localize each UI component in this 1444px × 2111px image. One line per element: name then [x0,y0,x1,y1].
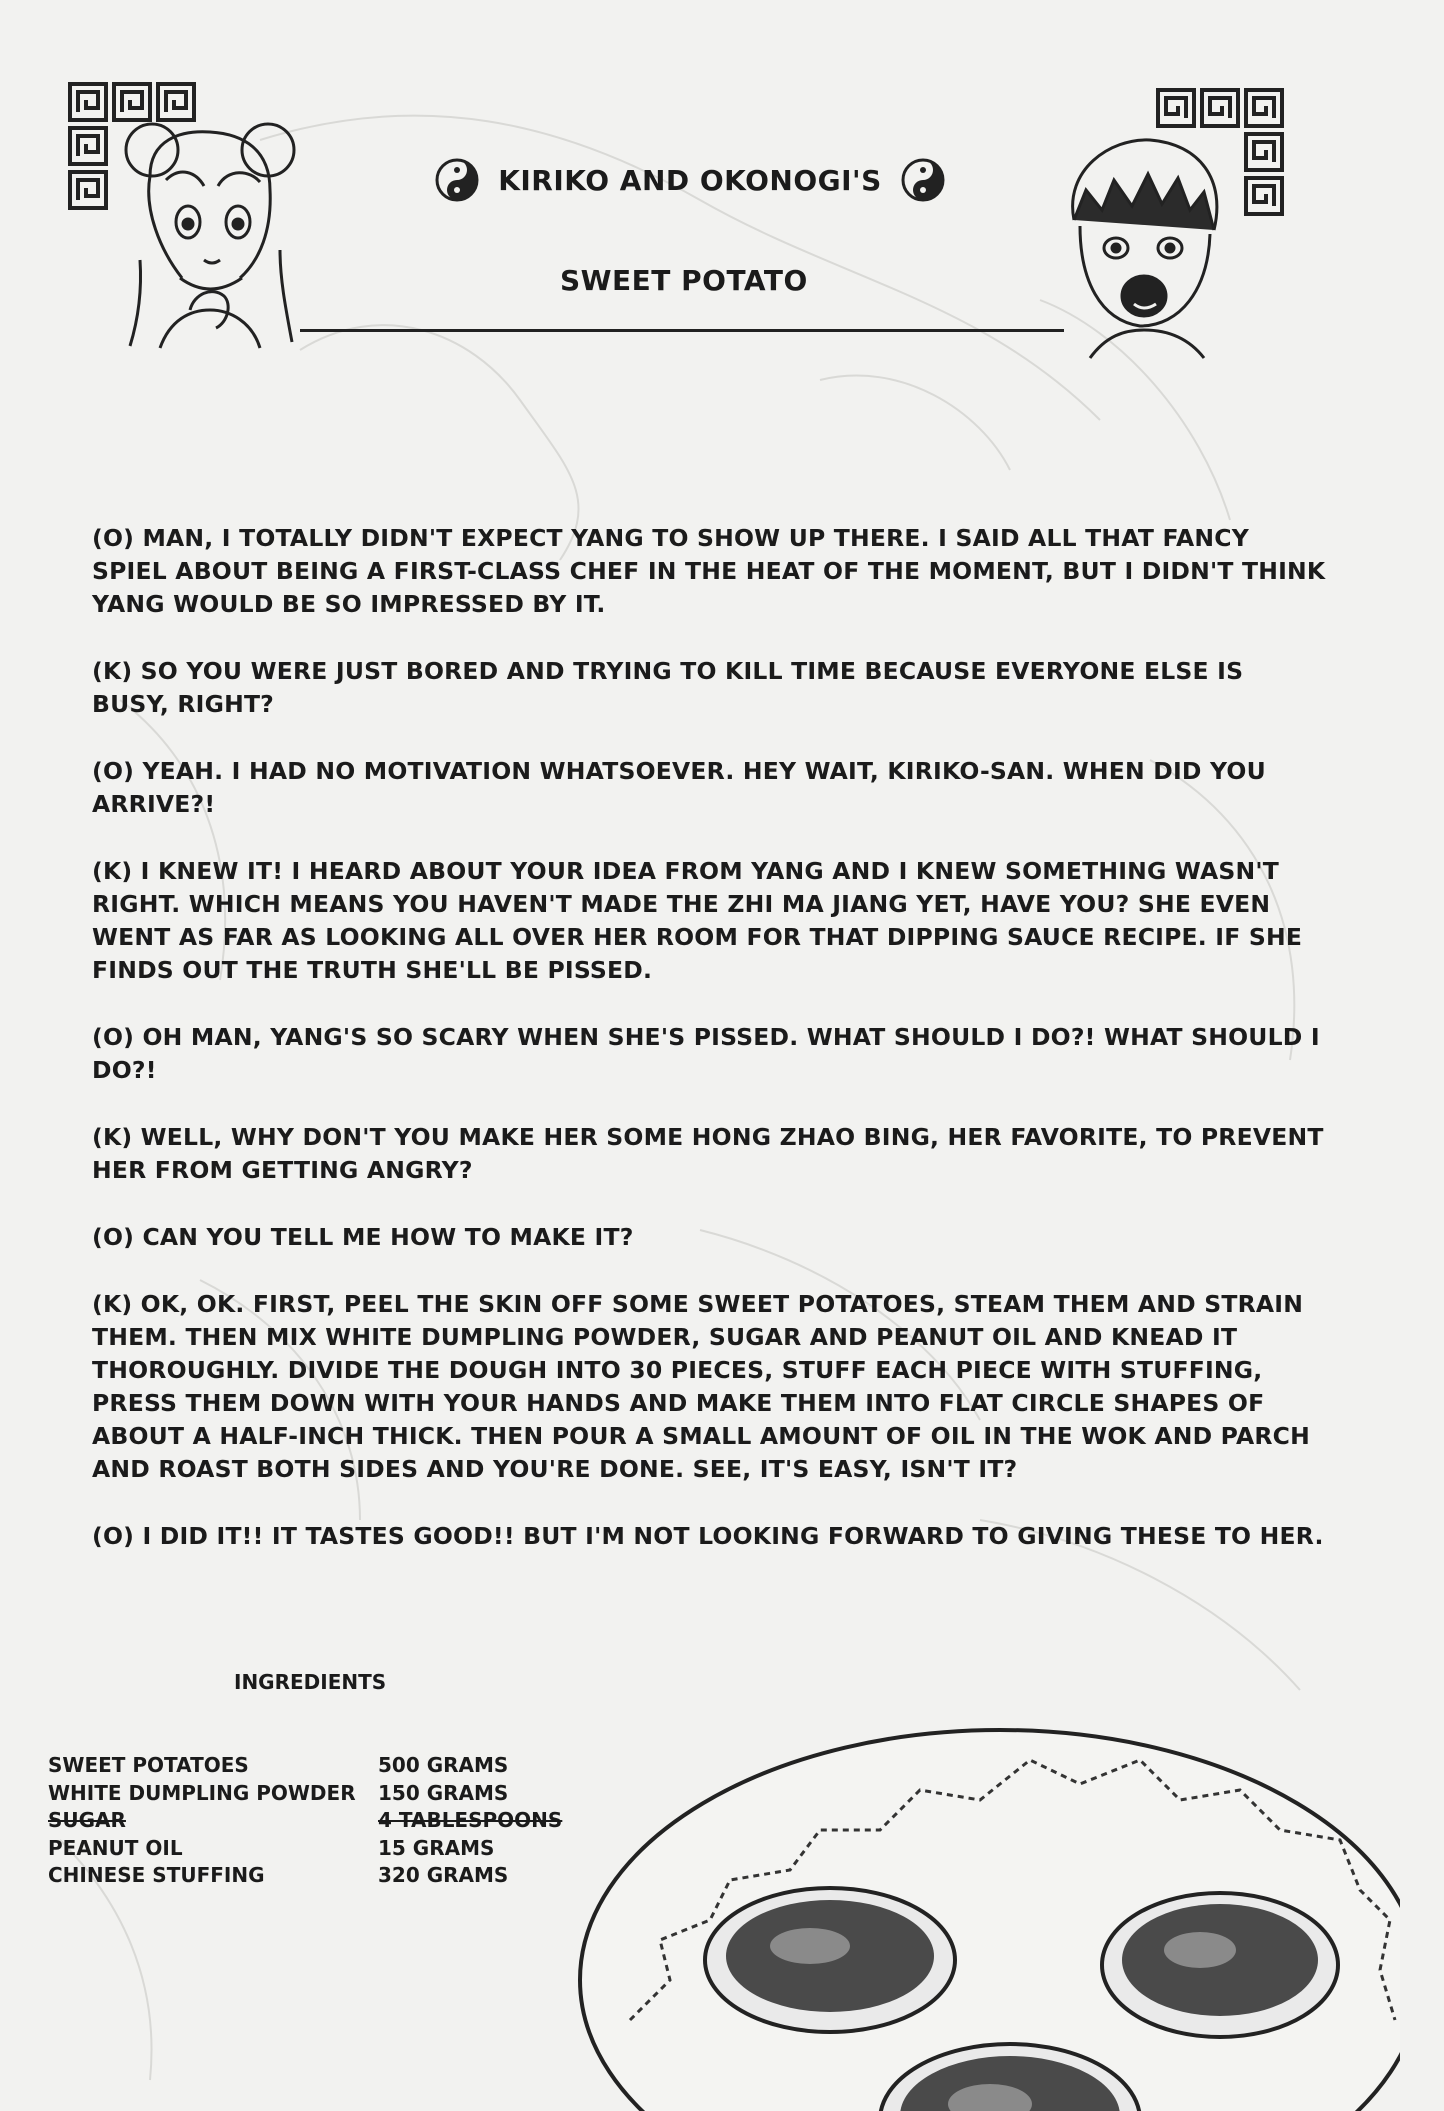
kiriko-portrait [120,110,300,350]
dialogue-line: (O) MAN, I TOTALLY DIDN'T EXPECT YANG TO SHOW UP THERE. I SAID ALL THAT FANCY SPIEL ABOUT BEING A FIRST-CLASS CHEF IN THE HEAT OF THE MOMENT, BUT I DIDN'T THINK YANG WOULD BE SO IMPRESSED BY IT. [92,524,1326,618]
ingredient-qty: 15 GRAMS [378,1835,495,1860]
dialogue-line: (O) OH MAN, YANG'S SO SCARY WHEN SHE'S PISSED. WHAT SHOULD I DO?! WHAT SHOULD I DO?! [92,1023,1320,1084]
dialogue-line: (K) WELL, WHY DON'T YOU MAKE HER SOME HONG ZHAO BING, HER FAVORITE, TO PREVENT HER FROM GETTING ANGRY? [92,1123,1324,1184]
ingredient-qty: 4 TABLESPOONS [378,1808,563,1832]
ingredient-name: PEANUT OIL [48,1835,183,1860]
ingredient-row [48,1862,568,1890]
title-rule [300,329,1064,332]
dialogue-line: (O) YEAH. I HAD NO MOTIVATION WHATSOEVER. HEY WAIT, KIRIKO-SAN. WHEN DID YOU ARRIVE?! [92,757,1266,818]
sweet-potato-cake [1102,1893,1338,2037]
page-title: KIRIKO AND OKONOGI'S [498,163,882,197]
yin-yang-icon [434,157,480,203]
ingredients-heading: INGREDIENTS [234,1670,387,1694]
ingredient-qty: 320 GRAMS [378,1863,509,1887]
dialogue-line: (K) I KNEW IT! I HEARD ABOUT YOUR IDEA FROM YANG AND I KNEW SOMETHING WASN'T RIGHT. WHICH MEANS YOU HAVEN'T MADE THE ZHI MA JIANG YET, HAVE YOU? SHE EVEN WENT AS FAR AS LOOKING ALL OVER HER ROOM FOR THAT DIPPING SAUCE RECIPE. IF SHE FINDS OUT THE TRUTH SHE'LL BE PISSED. [92,857,1303,984]
sweet-potato-cake [705,1888,955,2032]
ingredient-name: SWEET POTATOES [48,1753,249,1777]
ingredient-row [48,1752,568,1780]
yin-yang-icon [900,157,946,203]
recipe-subtitle: SWEET POTATO [560,264,808,297]
ingredient-qty: 150 GRAMS [378,1780,509,1805]
ingredient-name: CHINESE STUFFING [48,1863,265,1887]
ingredient-qty: 500 GRAMS [378,1753,509,1777]
ingredient-name: WHITE DUMPLING POWDER [48,1780,356,1805]
ingredient-row [48,1780,568,1808]
okonogi-portrait [1050,130,1230,360]
dialogue-line: (O) I DID IT!! IT TASTES GOOD!! BUT I'M NOT LOOKING FORWARD TO GIVING THESE TO HER. [92,1522,1324,1550]
ingredient-row [48,1807,568,1835]
ingredient-name: SUGAR [48,1808,126,1832]
plate-illustration [560,1720,1400,2111]
dialogue [92,522,1328,1587]
title-row [430,150,950,210]
ingredients-list [48,1752,568,1890]
ingredient-row [48,1835,568,1863]
dialogue-line: (K) SO YOU WERE JUST BORED AND TRYING TO KILL TIME BECAUSE EVERYONE ELSE IS BUSY, RIGHT? [92,657,1244,718]
dialogue-line: (O) CAN YOU TELL ME HOW TO MAKE IT? [92,1223,634,1251]
dialogue-line: (K) OK, OK. FIRST, PEEL THE SKIN OFF SOME SWEET POTATOES, STEAM THEM AND STRAIN THEM. THEN MIX WHITE DUMPLING POWDER, SUGAR AND PEANUT OIL AND KNEAD IT THOROUGHLY. DIVIDE THE DOUGH INTO 30 PIECES, STUFF EACH PIECE WITH STUFFING, PRESS THEM DOWN WITH YOUR HANDS AND MAKE THEM INTO FLAT CIRCLE SHAPES OF ABOUT A HALF-INCH THICK. THEN POUR A SMALL AMOUNT OF OIL IN THE WOK AND PARCH AND ROAST BOTH SIDES AND YOU'RE DONE. SEE, IT'S EASY, ISN'T IT? [92,1290,1310,1483]
